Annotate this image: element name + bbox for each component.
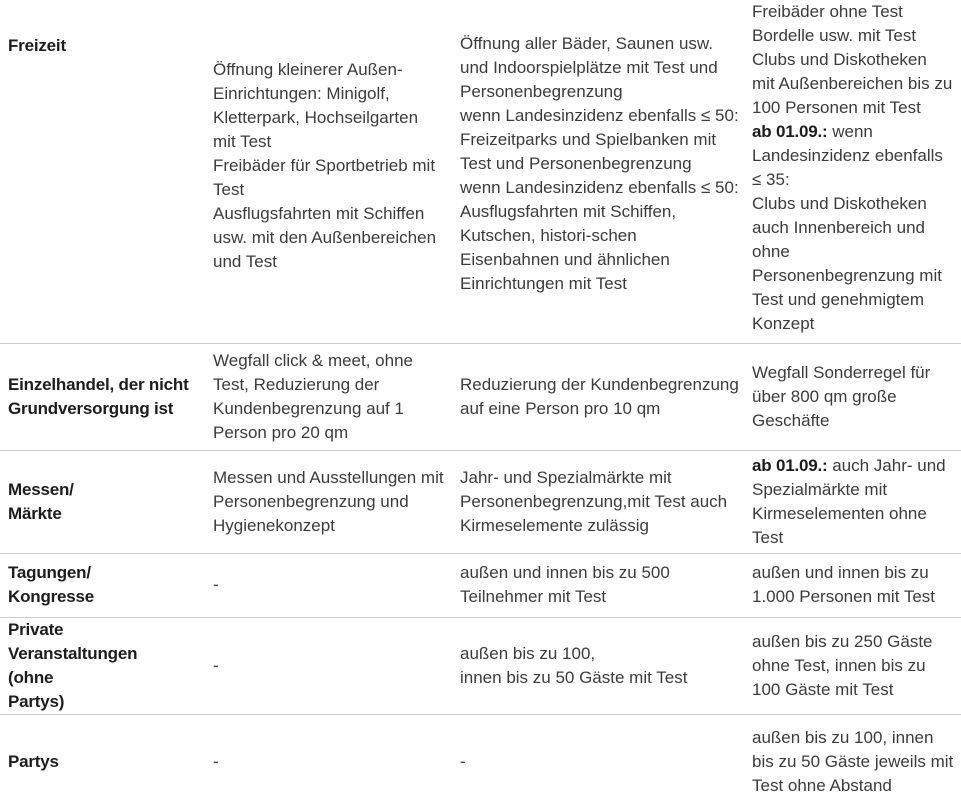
cell-step-2: -	[460, 752, 466, 772]
table-row-messen-maerkte	[0, 450, 961, 553]
cell-step-1: -	[213, 575, 219, 594]
table-row-freizeit	[0, 0, 961, 343]
row-category-label: Messen/ Märkte	[8, 479, 74, 523]
row-category-label: Tagungen/ Kongresse	[8, 563, 95, 606]
cell-step-3: Wegfall Sonderregel für über 800 qm große Geschäfte	[752, 362, 931, 430]
cell-step-1: -	[213, 752, 219, 772]
cell-step-1: -	[213, 655, 219, 675]
cell-step-3: außen bis zu 250 Gäste ohne Test, innen bis zu 100 Gäste mit Test	[752, 631, 933, 699]
cell-step-2: Jahr- und Spezialmärkte mit Personenbegrenzung,mit Test auch Kirmeselemente zulässig	[460, 467, 728, 535]
row-category-label: Freizeit	[8, 36, 66, 55]
cell-step-1: Öffnung kleinerer Außen- Einrichtungen: Minigolf, Kletterpark, Hochseilgarten mit Test Freibäder für Sportbetrieb mit Test Ausflugsfahrten mit Schiffen usw. mit den Außenbereichen und Test	[213, 60, 437, 271]
cell-step-2: Reduzierung der Kundenbegrenzung auf eine Person pro 10 qm	[460, 374, 739, 418]
row-category-label: Partys	[8, 752, 59, 772]
cell-step-2: Öffnung aller Bäder, Saunen usw. und Indoorspielplätze mit Test und Personenbegrenzung wenn Landesinzidenz ebenfalls ≤ 50: Freizeitparks und Spielbanken mit Test und Personenbegrenzung wenn Landesinzidenz ebenfalls ≤ 50: Ausflugsfahrten mit Schiffen, Kutschen, histori-schen Eisenbahnen und ähnlichen Einrichtungen mit Test	[460, 34, 739, 293]
table-row-tagungen-kongresse	[0, 553, 961, 617]
table-row-einzelhandel	[0, 343, 961, 450]
cell-step-2: außen und innen bis zu 500 Teilnehmer mit Test	[460, 563, 670, 606]
cell-step-3: außen und innen bis zu 1.000 Personen mit Test	[752, 563, 936, 606]
table-row-private-veranstaltungen	[0, 617, 961, 714]
row-category-label: Einzelhandel, der nicht Grundversorgung ist	[8, 374, 189, 418]
cell-step-1: Messen und Ausstellungen mit Personenbegrenzung und Hygienekonzept	[213, 467, 444, 535]
cell-step-3: ab 01.09.: auch Jahr- und Spezialmärkte mit Kirmeselementen ohne Test	[752, 455, 946, 547]
row-category-label: Private Veranstaltungen (ohne Partys)	[8, 619, 138, 711]
cell-step-3: Freibäder ohne Test Bordelle usw. mit Test Clubs und Diskotheken mit Außenbereichen bis zu 100 Personen mit Test ab 01.09.: wenn Landesinzidenz ebenfalls ≤ 35: Clubs und Diskotheken auch Innenbereich und ohne Personenbegrenzung mit Test und genehmigtem Konzept	[752, 2, 953, 333]
cell-step-1: Wegfall click & meet, ohne Test, Reduzierung der Kundenbegrenzung auf 1 Person pro 20 qm	[213, 350, 413, 442]
table-row-partys	[0, 714, 961, 810]
cell-step-3: außen bis zu 100, innen bis zu 50 Gäste jeweils mit Test ohne Abstand	[752, 728, 954, 796]
cell-step-2: außen bis zu 100, innen bis zu 50 Gäste mit Test	[460, 643, 688, 687]
